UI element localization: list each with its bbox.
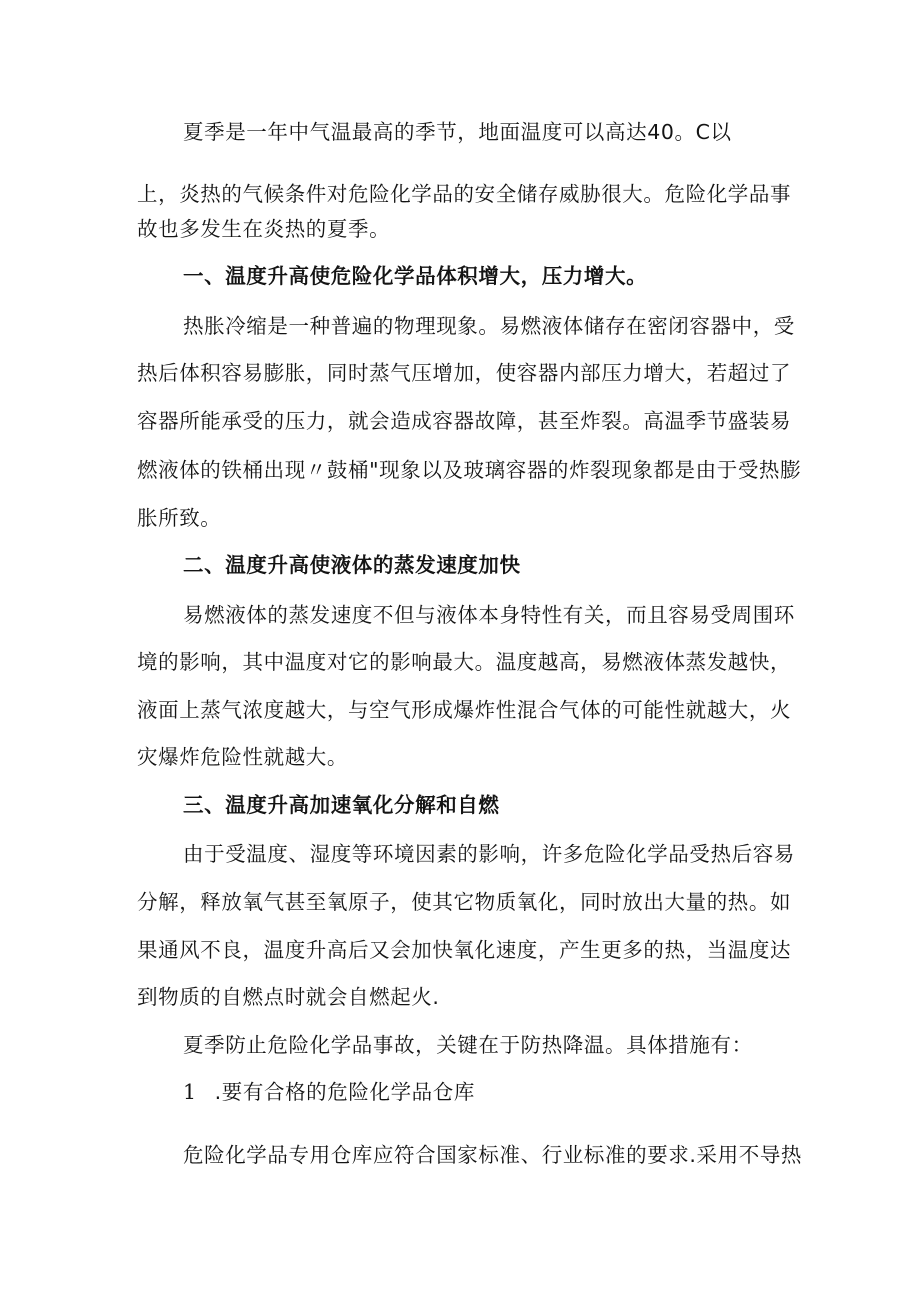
intro-line-2: 上，炎热的气候条件对危险化学品的安全储存威胁很大。危险化学品事 — [137, 182, 792, 206]
section-2-line-4: 灾爆炸危险性就越大。 — [137, 745, 348, 769]
section-1-line-2: 热后体积容易膨胀，同时蒸气压增加，使容器内部压力增大，若超过了 — [137, 361, 792, 385]
section-2-line-1: 易燃液体的蒸发速度不但与液体本身特性有关，而且容易受周围环 — [183, 603, 795, 627]
section-3-heading: 三、温度升高加速氧化分解和自燃 — [183, 793, 500, 817]
section-1-line-4: 燃液体的铁桶出现〃鼓桶"现象以及玻璃容器的炸裂现象都是由于受热膨 — [137, 458, 802, 482]
section-3-line-1: 由于受温度、湿度等环境因素的影响，许多危险化学品受热后容易 — [183, 842, 795, 866]
measures-item-1-number: 1 — [183, 1080, 197, 1104]
measures-item-1-line-1: 危险化学品专用仓库应符合国家标准、行业标准的要求.采用不导热 — [183, 1143, 803, 1167]
measures-intro: 夏季防止危险化学品事故，关键在于防热降温。具体措施有： — [183, 1033, 753, 1057]
section-2-line-3: 液面上蒸气浓度越大，与空气形成爆炸性混合气体的可能性就越大，火 — [137, 698, 792, 722]
measures-item-1-title: .要有合格的危险化学品仓库 — [214, 1080, 475, 1104]
section-1-line-3: 容器所能承受的压力，就会造成容器故障，甚至炸裂。高温季节盛装易 — [137, 409, 792, 433]
section-2-heading: 二、温度升高使液体的蒸发速度加快 — [183, 553, 521, 577]
measures-item-1-heading — [183, 1077, 475, 1107]
section-1-line-5: 胀所致。 — [137, 506, 222, 530]
section-3-line-2: 分解，释放氧气甚至氧原子，使其它物质氧化，同时放出大量的热。如 — [137, 890, 792, 914]
section-1-line-1: 热胀冷缩是一种普遍的物理现象。易燃液体储存在密闭容器中，受 — [183, 314, 795, 338]
section-2-line-2: 境的影响，其中温度对它的影响最大。温度越高，易燃液体蒸发越快， — [137, 650, 792, 674]
section-3-line-4: 到物质的自燃点时就会自燃起火. — [137, 985, 440, 1009]
intro-line-3: 故也多发生在炎热的夏季。 — [137, 217, 391, 241]
intro-line-1: 夏季是一年中气温最高的季节，地面温度可以高达40。C以 — [183, 120, 732, 144]
section-1-heading: 一、温度升高使危险化学品体积增大，压力增大。 — [183, 264, 648, 288]
section-3-line-3: 果通风不良，温度升高后又会加快氧化速度，产生更多的热，当温度达 — [137, 938, 792, 962]
